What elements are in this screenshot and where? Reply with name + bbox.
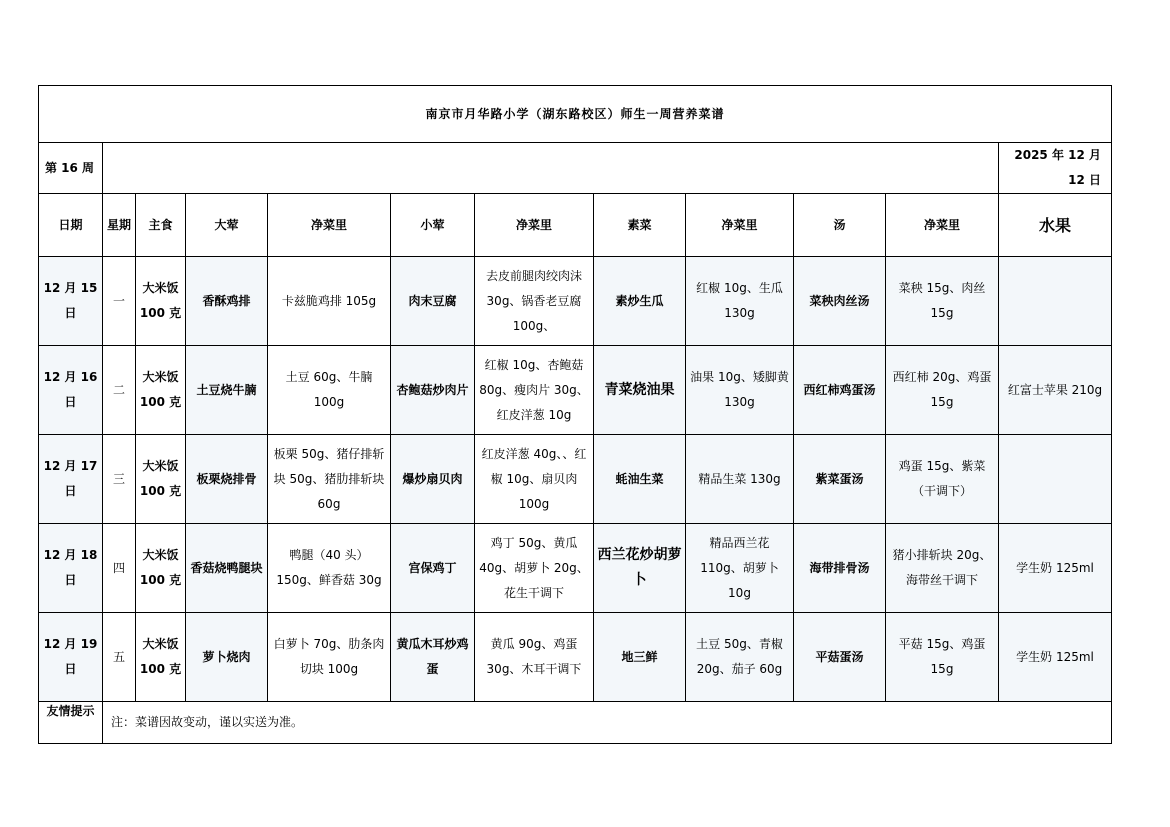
row-side-dish: 黄瓜木耳炒鸡蛋 — [391, 613, 475, 702]
header-main-net: 净菜里 — [268, 194, 391, 257]
row-date: 12 月 16 日 — [39, 346, 103, 435]
staple-amount: 100 克 — [139, 573, 182, 587]
staple-name: 大米饭 — [142, 281, 179, 295]
row-side-net: 去皮前腿肉绞肉沫 30g、锅香老豆腐 100g、 — [475, 257, 594, 346]
row-veg-net: 红椒 10g、生瓜 130g — [686, 257, 794, 346]
row-veg-net: 精品生菜 130g — [686, 435, 794, 524]
row-soup: 菜秧肉丝汤 — [794, 257, 886, 346]
row-date: 12 月 15 日 — [39, 257, 103, 346]
table-row — [39, 613, 1112, 702]
row-veg-dish: 西兰花炒胡萝卜 — [594, 524, 686, 613]
header-date: 日期 — [39, 194, 103, 257]
row-soup: 紫菜蛋汤 — [794, 435, 886, 524]
row-side-net: 红椒 10g、杏鲍菇 80g、瘦肉片 30g、红皮洋葱 10g — [475, 346, 594, 435]
row-side-dish: 杏鲍菇炒肉片 — [391, 346, 475, 435]
row-main-dish: 香酥鸡排 — [186, 257, 268, 346]
row-veg-dish: 素炒生瓜 — [594, 257, 686, 346]
page-title: 南京市月华路小学（湖东路校区）师生一周营养菜谱 — [39, 86, 1112, 143]
issue-date: 2025 年 12 月 12 日 — [999, 143, 1112, 194]
row-fruit — [999, 435, 1112, 524]
header-soup: 汤 — [794, 194, 886, 257]
row-staple — [136, 524, 186, 613]
row-date: 12 月 17 日 — [39, 435, 103, 524]
row-date: 12 月 18 日 — [39, 524, 103, 613]
weekly-menu-table — [38, 85, 1112, 744]
header-row — [39, 194, 1112, 257]
row-staple — [136, 346, 186, 435]
staple-name: 大米饭 — [142, 548, 179, 562]
staple-amount: 100 克 — [139, 662, 182, 676]
staple-amount: 100 克 — [139, 484, 182, 498]
row-staple — [136, 257, 186, 346]
row-side-net: 红皮洋葱 40g、、红椒 10g、扇贝肉 100g — [475, 435, 594, 524]
row-weekday: 一 — [103, 257, 136, 346]
row-main-net: 土豆 60g、牛腩 100g — [268, 346, 391, 435]
row-weekday: 二 — [103, 346, 136, 435]
row-main-dish: 土豆烧牛腩 — [186, 346, 268, 435]
header-veg-dish: 素菜 — [594, 194, 686, 257]
row-main-net: 卡兹脆鸡排 105g — [268, 257, 391, 346]
row-veg-dish: 蚝油生菜 — [594, 435, 686, 524]
week-spacer — [103, 143, 999, 194]
header-side-dish: 小荤 — [391, 194, 475, 257]
table-row — [39, 524, 1112, 613]
header-fruit: 水果 — [999, 194, 1112, 257]
row-veg-dish: 青菜烧油果 — [594, 346, 686, 435]
week-row — [39, 143, 1112, 194]
staple-name: 大米饭 — [142, 370, 179, 384]
week-number: 第 16 周 — [39, 143, 103, 194]
row-main-net: 鸭腿（40 头）150g、鲜香菇 30g — [268, 524, 391, 613]
staple-name: 大米饭 — [142, 637, 179, 651]
staple-amount: 100 克 — [139, 395, 182, 409]
row-staple — [136, 435, 186, 524]
row-soup-net: 猪小排斩块 20g、海带丝干调下 — [886, 524, 999, 613]
row-soup: 西红柿鸡蛋汤 — [794, 346, 886, 435]
menu-note: 注：菜谱因故变动，谨以实送为准。 — [103, 702, 1112, 744]
row-soup: 海带排骨汤 — [794, 524, 886, 613]
note-label: 友情提示 — [39, 702, 103, 744]
row-fruit: 红富士苹果 210g — [999, 346, 1112, 435]
row-main-net: 板栗 50g、猪仔排斩块 50g、猪肋排斩块 60g — [268, 435, 391, 524]
row-veg-net: 油果 10g、矮脚黄 130g — [686, 346, 794, 435]
row-date: 12 月 19 日 — [39, 613, 103, 702]
row-weekday: 五 — [103, 613, 136, 702]
row-side-net: 黄瓜 90g、鸡蛋 30g、木耳干调下 — [475, 613, 594, 702]
row-side-net: 鸡丁 50g、黄瓜 40g、胡萝卜 20g、花生干调下 — [475, 524, 594, 613]
header-staple: 主食 — [136, 194, 186, 257]
row-soup-net: 平菇 15g、鸡蛋 15g — [886, 613, 999, 702]
note-row — [39, 702, 1112, 744]
row-side-dish: 肉末豆腐 — [391, 257, 475, 346]
row-main-dish: 板栗烧排骨 — [186, 435, 268, 524]
row-staple — [136, 613, 186, 702]
row-fruit: 学生奶 125ml — [999, 524, 1112, 613]
row-side-dish: 爆炒扇贝肉 — [391, 435, 475, 524]
staple-name: 大米饭 — [142, 459, 179, 473]
table-row — [39, 257, 1112, 346]
row-side-dish: 宫保鸡丁 — [391, 524, 475, 613]
title-row — [39, 86, 1112, 143]
header-soup-net: 净菜里 — [886, 194, 999, 257]
row-veg-dish: 地三鲜 — [594, 613, 686, 702]
header-veg-net: 净菜里 — [686, 194, 794, 257]
header-main-dish: 大荤 — [186, 194, 268, 257]
row-weekday: 三 — [103, 435, 136, 524]
header-side-net: 净菜里 — [475, 194, 594, 257]
row-soup-net: 西红柿 20g、鸡蛋 15g — [886, 346, 999, 435]
row-main-net: 白萝卜 70g、肋条肉切块 100g — [268, 613, 391, 702]
row-soup: 平菇蛋汤 — [794, 613, 886, 702]
header-weekday: 星期 — [103, 194, 136, 257]
row-weekday: 四 — [103, 524, 136, 613]
row-main-dish: 香菇烧鸭腿块 — [186, 524, 268, 613]
row-main-dish: 萝卜烧肉 — [186, 613, 268, 702]
row-veg-net: 土豆 50g、青椒 20g、茄子 60g — [686, 613, 794, 702]
row-soup-net: 菜秧 15g、肉丝 15g — [886, 257, 999, 346]
row-veg-net: 精品西兰花 110g、胡萝卜 10g — [686, 524, 794, 613]
table-row — [39, 435, 1112, 524]
table-row — [39, 346, 1112, 435]
staple-amount: 100 克 — [139, 306, 182, 320]
row-fruit: 学生奶 125ml — [999, 613, 1112, 702]
row-soup-net: 鸡蛋 15g、紫菜（干调下） — [886, 435, 999, 524]
row-fruit — [999, 257, 1112, 346]
